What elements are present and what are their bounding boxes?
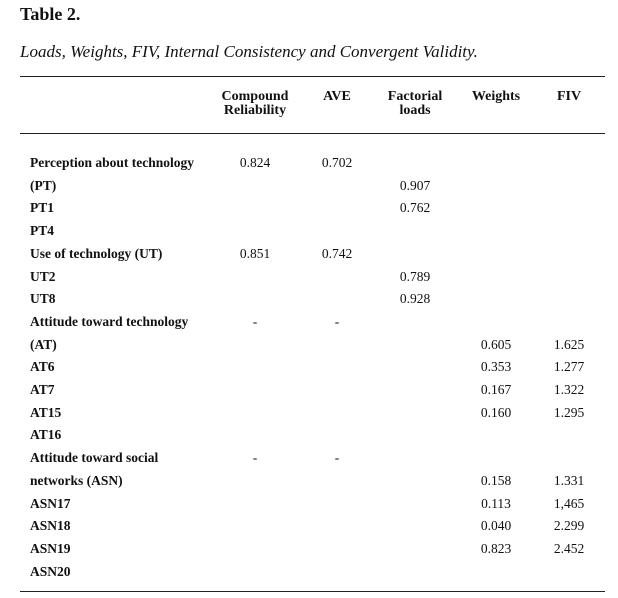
table-row bbox=[0, 200, 618, 222]
cell-fiv: 1.295 bbox=[553, 404, 585, 420]
cell-w: 0.160 bbox=[480, 404, 512, 420]
table-row bbox=[0, 291, 618, 313]
cell-fl: 0.928 bbox=[399, 291, 431, 307]
cell-cr: 0.824 bbox=[239, 155, 271, 170]
row-label: ASN17 bbox=[30, 495, 71, 511]
cell-cr: 0.851 bbox=[239, 245, 271, 261]
cell-w: 0.167 bbox=[480, 382, 512, 397]
cell-fiv: 2.452 bbox=[553, 540, 585, 556]
row-label: ASN18 bbox=[30, 518, 71, 534]
table-row bbox=[0, 541, 618, 563]
row-label: ASN20 bbox=[30, 563, 71, 579]
table-row bbox=[0, 382, 618, 404]
cell-ave: 0.702 bbox=[321, 155, 353, 170]
header-weights: Weights bbox=[471, 89, 521, 104]
table-row bbox=[0, 473, 618, 495]
table-row bbox=[0, 178, 618, 200]
cell-fiv: 1.277 bbox=[553, 359, 585, 375]
cell-fl: 0.907 bbox=[399, 177, 431, 193]
row-label: (PT) bbox=[30, 177, 57, 193]
row-label: UT8 bbox=[30, 291, 56, 307]
table-row bbox=[0, 314, 618, 336]
table-row bbox=[0, 427, 618, 449]
header-compound-line1: Compound bbox=[221, 89, 289, 104]
row-label: Attitude toward social bbox=[30, 450, 159, 466]
row-label: PT1 bbox=[30, 200, 55, 216]
row-label: AT6 bbox=[30, 359, 55, 375]
table-label: Table 2. bbox=[20, 4, 81, 24]
header-compound-reliability bbox=[210, 90, 300, 118]
row-label: ASN19 bbox=[30, 540, 71, 556]
header-compound-line2: Reliability bbox=[223, 103, 287, 118]
cell-w: 0.040 bbox=[480, 518, 512, 534]
row-label: Attitude toward technology bbox=[30, 313, 189, 329]
row-label: PT4 bbox=[30, 223, 55, 239]
header-factorial-line1: Factorial bbox=[387, 89, 443, 104]
cell-fiv: 2.299 bbox=[553, 518, 585, 534]
table-row bbox=[0, 269, 618, 291]
row-label: networks (ASN) bbox=[30, 472, 123, 488]
table-row bbox=[0, 496, 618, 518]
table-row bbox=[0, 405, 618, 427]
table-row bbox=[0, 450, 618, 472]
row-label: UT2 bbox=[30, 268, 56, 284]
table-row bbox=[0, 337, 618, 359]
table-row bbox=[0, 564, 618, 586]
cell-w: 0.823 bbox=[480, 540, 512, 556]
cell-fiv: 1,465 bbox=[553, 495, 585, 511]
cell-w: 0.353 bbox=[480, 359, 512, 375]
row-label: AT7 bbox=[30, 382, 55, 397]
top-rule bbox=[20, 76, 605, 77]
row-label: AT15 bbox=[30, 404, 62, 420]
table-row bbox=[0, 359, 618, 381]
cell-ave: 0.742 bbox=[321, 245, 353, 261]
table-row bbox=[0, 155, 618, 177]
row-label: AT16 bbox=[30, 427, 62, 443]
row-label: Use of technology (UT) bbox=[30, 245, 163, 261]
header-rule bbox=[20, 133, 605, 134]
row-label: Perception about technology bbox=[30, 155, 194, 170]
header-factorial-line2: loads bbox=[399, 103, 431, 118]
cell-fl: 0.789 bbox=[399, 268, 431, 284]
header-factorial-loads bbox=[375, 90, 455, 118]
header-ave: AVE bbox=[323, 89, 351, 104]
cell-w: 0.158 bbox=[480, 472, 512, 488]
cell-w: 0.605 bbox=[480, 336, 512, 352]
cell-fiv: 1.625 bbox=[553, 336, 585, 352]
cell-fiv: 1.322 bbox=[553, 382, 585, 397]
cell-w: 0.113 bbox=[481, 495, 511, 511]
cell-ave: - bbox=[334, 313, 340, 329]
table-row bbox=[0, 518, 618, 540]
cell-fl: 0.762 bbox=[399, 200, 431, 216]
header-fiv: FIV bbox=[556, 89, 582, 104]
cell-cr: - bbox=[252, 313, 258, 329]
cell-fiv: 1.331 bbox=[553, 472, 585, 488]
row-label: (AT) bbox=[30, 336, 57, 352]
table-row bbox=[0, 246, 618, 268]
cell-cr: - bbox=[252, 450, 258, 466]
bottom-rule bbox=[20, 591, 605, 592]
table-row bbox=[0, 223, 618, 245]
table-caption: Loads, Weights, FIV, Internal Consistency and Convergent Validity. bbox=[20, 42, 478, 61]
cell-ave: - bbox=[334, 450, 340, 466]
